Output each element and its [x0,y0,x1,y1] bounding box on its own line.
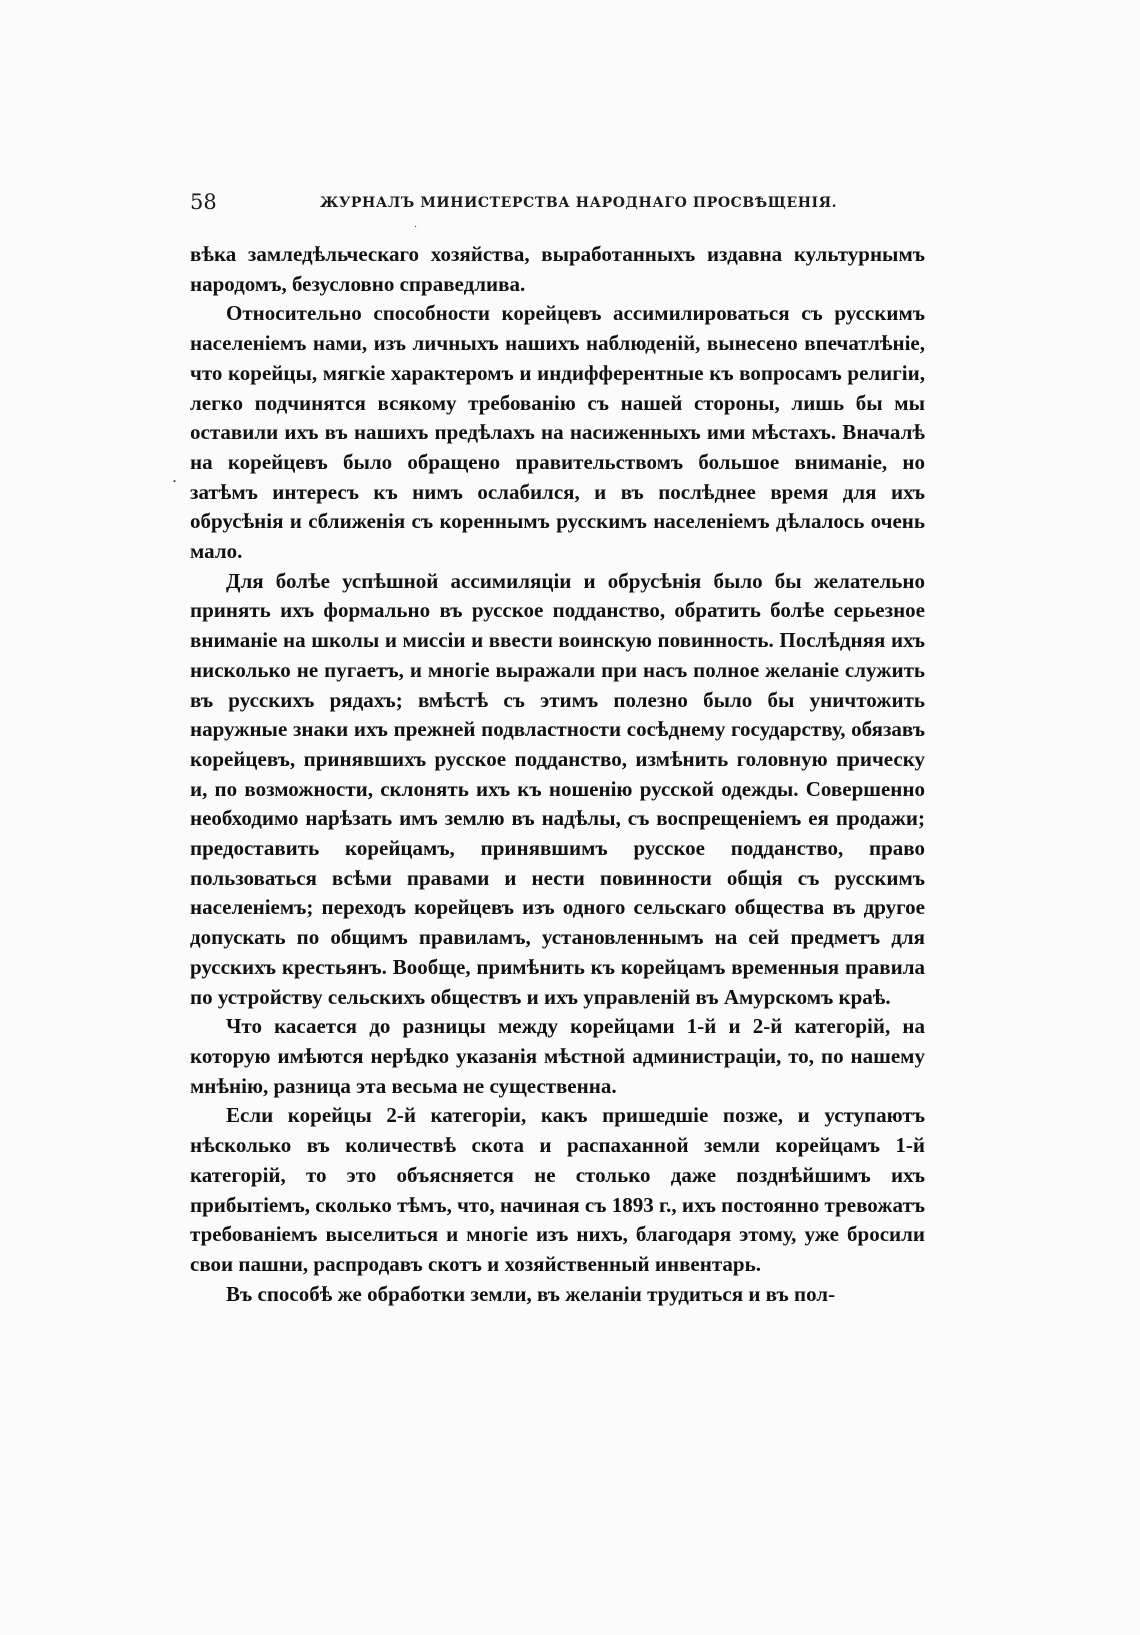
paragraph: Если корейцы 2-й категоріи, какъ пришедшіе позже, и уступаютъ нѣсколько въ количествѣ скота и распаханной земли корейцамъ 1-й категорій, то это объясняется не столько даже позднѣйшимъ ихъ прибытіемъ, сколько тѣмъ, что, начиная съ 1893 г., ихъ постоянно тревожатъ требованіемъ выселиться и многіе изъ нихъ, благодаря этому, уже бросили свои пашни, распродавъ скотъ и хозяйственный инвентарь. [190,1103,926,1276]
running-title: ЖУРНАЛЪ МИНИСТЕРСТВА НАРОДНАГО ПРОСВѢЩЕНІЯ. [320,195,838,211]
paragraph: Въ способѣ же обработки земли, въ желаніи трудиться и въ пол- [226,1281,836,1306]
speck-mark: · [414,222,418,233]
body-text [190,240,925,1309]
page-number: 58 [190,190,217,214]
paragraph: Относительно способности корейцевъ ассимилироваться съ русскимъ населеніемъ нами, изъ личныхъ нашихъ наблюденій, вынесено впечатлѣніе, что корейцы, мягкіе характеромъ и индифферентные къ вопросамъ религіи, легко подчинятся всякому требованію съ нашей стороны, лишь бы мы оставили ихъ въ нашихъ предѣлахъ на насиженныхъ ими мѣстахъ. Вначалѣ на корейцевъ было обращено правительствомъ большое вниманіе, но затѣмъ интересъ къ нимъ ослабился, и въ послѣднее время для ихъ обрусѣнія и сближенія съ кореннымъ русскимъ населеніемъ дѣлалось очень мало. [190,301,925,564]
page-header [190,190,925,220]
paragraph: Для болѣе успѣшной ассимиляціи и обрусѣнія было бы желательно принять ихъ формально въ русское подданство, обратить болѣе серьезное вниманіе на школы и миссіи и ввести воинскую повинность. Послѣдняя ихъ нисколько не пугаетъ, и многіе выражали при насъ полное желаніе служить въ русскихъ рядахъ; вмѣстѣ съ этимъ полезно было бы уничтожить наружные знаки ихъ прежней подвластности сосѣднему государству, обязавъ корейцевъ, принявшихъ русское подданство, измѣнить головную прическу и, по возможности, склонять ихъ къ ношенію русской одежды. Совершенно необходимо нарѣзать имъ землю въ надѣлы, съ воспрещеніемъ ея продажи; предоставить корейцамъ, принявшимъ русское подданство, право пользоваться всѣми правами и нести повинности общія съ русскимъ населеніемъ; переходъ корейцевъ изъ одного сельскаго общества въ другое допускать по общимъ правиламъ, установленнымъ на сей предметъ для русскихъ крестьянъ. Вообще, примѣнить къ корейцамъ временныя правила по устройству сельскихъ обществъ и ихъ управленій въ Амурскомъ краѣ. [190,568,925,1009]
paragraph: вѣка замледѣльческаго хозяйства, выработанныхъ издавна культурнымъ народомъ, безусловно справедлива. [190,242,925,296]
margin-mark: ˙ [170,478,179,499]
paragraph: Что касается до разницы между корейцами 1-й и 2-й категорій, на которую имѣются нерѣдко указанія мѣстной администраціи, то, по нашему мнѣнію, разница эта весьма не существенна. [190,1014,925,1098]
